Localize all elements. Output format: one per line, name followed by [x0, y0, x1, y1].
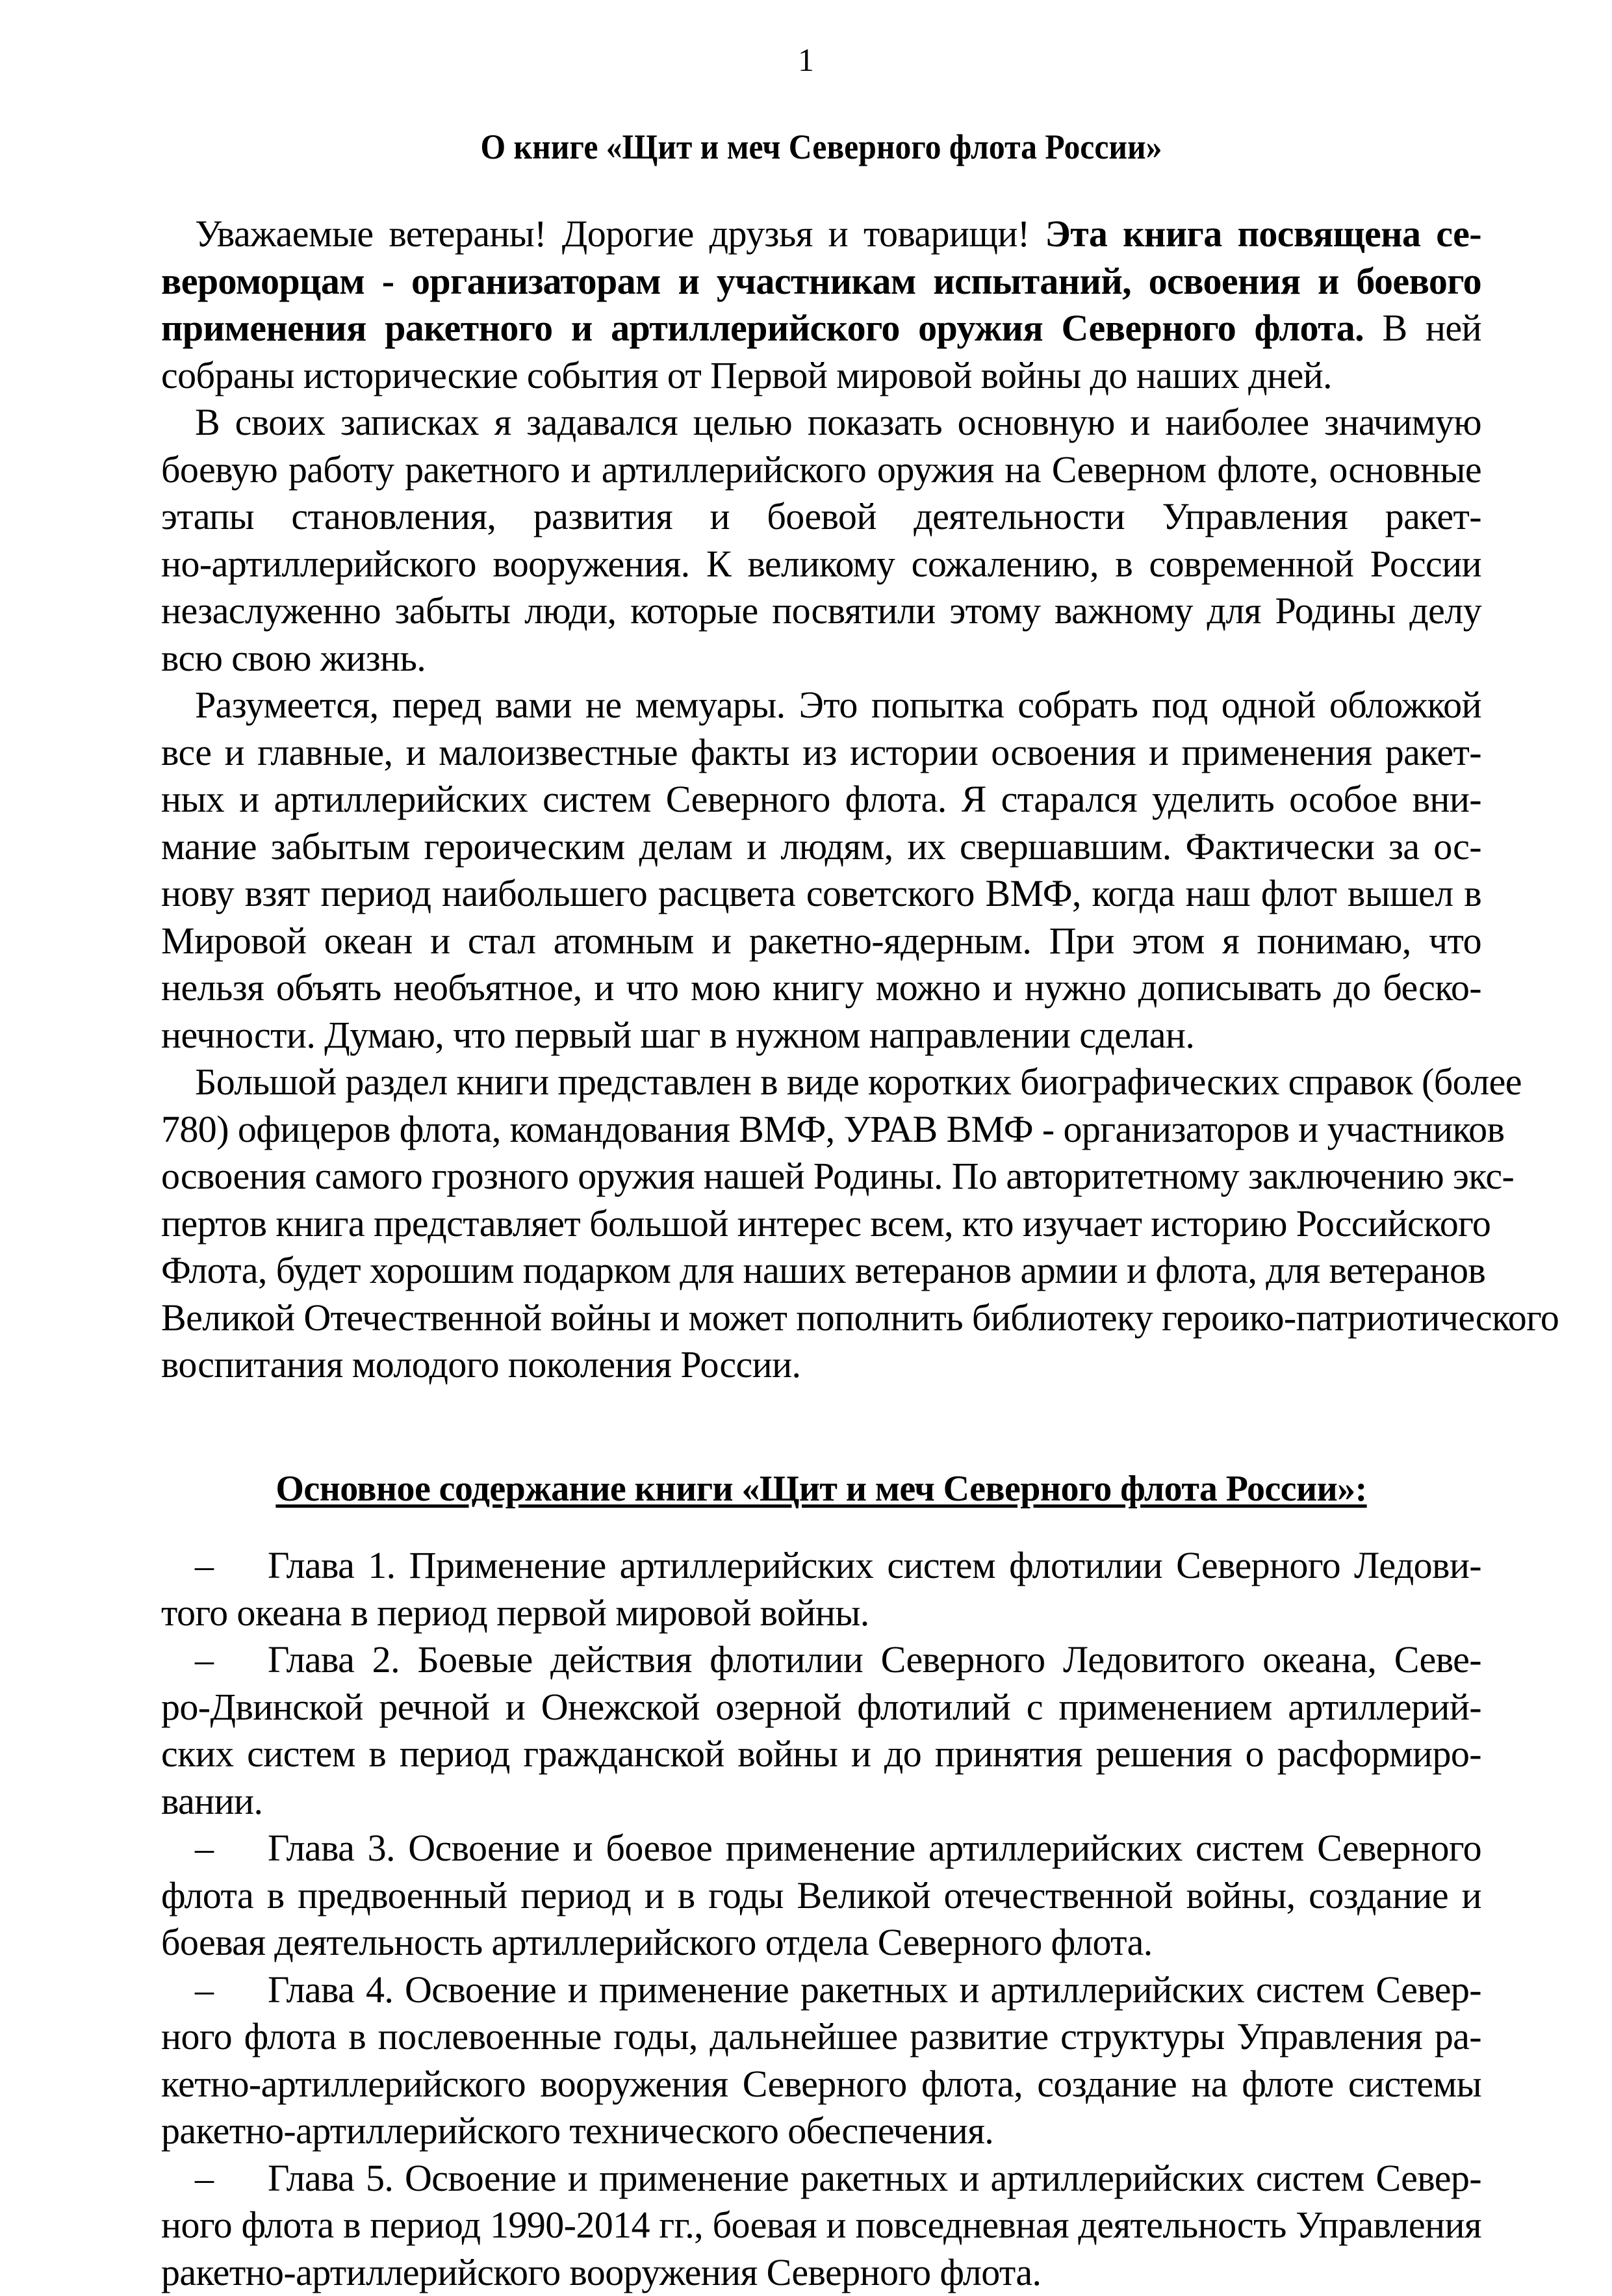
chapter-line: ного флота в период 1990-2014 гг., боевая и повседневная деятельность Управления [161, 2204, 1481, 2247]
dash-bullet-icon: – [195, 1968, 214, 2011]
chapter-line: ракетно-артиллерийского технического обеспечения. [161, 2109, 994, 2152]
intro-line [161, 352, 1481, 400]
paragraph-line: нечности. Думаю, что первый шаг в нужном направлении сделан. [161, 1013, 1195, 1056]
chapter-item [161, 1542, 1481, 1636]
paragraph-line: нову взят период наибольшего расцвета советского ВМФ, когда наш флот вышел в [161, 872, 1481, 914]
document-body [161, 123, 1559, 2296]
intro-paragraph [161, 211, 1481, 399]
document-title: О книге «Щит и меч Северного флота России» [480, 127, 1162, 166]
chapter-line: того океана в период первой мировой войны. [161, 1591, 869, 1634]
intro-line [161, 258, 1481, 305]
body-paragraph [161, 1059, 1559, 1389]
chapter-line: боевая деятельность артиллерийского отдела Северного флота. [161, 1921, 1153, 1964]
paragraph-line: освоения самого грозного оружия нашей Родины. По авторитетному заключению экс- [161, 1155, 1515, 1197]
chapter-line: кетно-артиллерийского вооружения Северного флота, создание на флоте системы [161, 2062, 1481, 2105]
paragraph-line: но-артиллерийского вооружения. К великому сожалению, в современной России [161, 542, 1481, 585]
paragraph-line: этапы становления, развития и боевой деятельности Управления ракет- [161, 495, 1481, 537]
paragraph-line: Разумеется, перед вами не мемуары. Это попытка собрать под одной обложкой [195, 684, 1481, 726]
chapter-text: Глава 4. Освоение и применение ракетных и артиллерийских систем Север- [268, 1968, 1481, 2011]
paragraph-line: воспитания молодого поколения России. [161, 1343, 801, 1386]
chapter-line: вании. [161, 1779, 263, 1822]
paragraph-line: Большой раздел книги представлен в виде коротких биографических справок (более [195, 1061, 1522, 1103]
intro-bold-run: применения ракетного и артиллерийского оружия Северного флота. [161, 307, 1364, 349]
paragraph-line: всю свою жизнь. [161, 636, 426, 679]
chapter-text: Глава 2. Боевые действия флотилии Северного Ледовитого океана, Севе- [268, 1638, 1481, 1681]
chapter-line: флота в предвоенный период и в годы Великой отечественной войны, создание и [161, 1874, 1481, 1916]
paragraph-line: Мировой океан и стал атомным и ракетно-ядерным. При этом я понимаю, что [161, 919, 1481, 962]
chapter-item [161, 2155, 1481, 2296]
dash-bullet-icon: – [195, 1827, 214, 1870]
paragraph-line: В своих записках я задавался целью показать основную и наиболее значимую [195, 401, 1481, 443]
dash-bullet-icon: – [195, 1638, 214, 1681]
body-paragraph [161, 399, 1481, 682]
chapter-line: ного флота в послевоенные годы, дальнейшее развитие структуры Управления ра- [161, 2015, 1481, 2058]
paragraph-line: 780) офицеров флота, командования ВМФ, УРАВ ВМФ - организаторов и участников [161, 1107, 1505, 1150]
paragraph-line: Флота, будет хорошим подарком для наших ветеранов армии и флота, для ветеранов [161, 1249, 1486, 1291]
paragraph-line: все и главные, и малоизвестные факты из истории освоения и применения ракет- [161, 730, 1481, 773]
dash-bullet-icon: – [195, 1544, 214, 1587]
chapter-text: Глава 1. Применение артиллерийских систем флотилии Северного Ледови- [268, 1544, 1481, 1587]
chapter-line [161, 1967, 1481, 2014]
chapter-line: ских систем в период гражданской войны и до принятия решения о расформиро- [161, 1733, 1481, 1775]
chapter-line [161, 1825, 1481, 1872]
intro-bold-run: Эта книга посвящена се- [1045, 213, 1481, 255]
paragraph-line: Великой Отечественной войны и может пополнить библиотеку героико-патриотического [161, 1296, 1559, 1339]
intro-text-run: В ней [1364, 307, 1481, 349]
intro-text-run: собраны исторические события от Первой мировой войны до наших дней. [161, 354, 1332, 396]
dash-bullet-icon: – [195, 2156, 214, 2199]
section-spacer [161, 1389, 1481, 1436]
chapter-line [161, 1542, 1481, 1590]
paragraph-line: незаслуженно забыты люди, которые посвятили этому важному для Родины делу [161, 589, 1481, 632]
paragraph-line: нельзя объять необъятное, и что мою книгу можно и нужно дописывать до беско- [161, 966, 1481, 1009]
intro-line [161, 211, 1481, 258]
chapter-item [161, 1967, 1481, 2155]
chapter-item [161, 1825, 1481, 1967]
chapter-text: Глава 5. Освоение и применение ракетных и артиллерийских систем Север- [268, 2156, 1481, 2199]
chapter-line [161, 1636, 1481, 1684]
intro-bold-run: вероморцам - организаторам и участникам испытаний, освоения и боевого [161, 259, 1481, 302]
chapter-line [161, 2155, 1481, 2202]
intro-text-run: Уважаемые ветераны! Дорогие друзья и товарищи! [195, 213, 1045, 255]
chapter-item [161, 1636, 1481, 1825]
chapter-line: ро-Двинской речной и Онежской озерной флотилий с применением артиллерий- [161, 1685, 1481, 1728]
chapter-line: ракетно-артиллерийского вооружения Северного флота. [161, 2251, 1042, 2293]
body-paragraph [161, 682, 1481, 1059]
paragraph-line: боевую работу ракетного и артиллерийского оружия на Северном флоте, основные [161, 448, 1481, 491]
paragraph-line: мание забытым героическим делам и людям, их свершавшим. Фактически за ос- [161, 825, 1481, 868]
paragraph-line: пертов книга представляет большой интерес всем, кто изучает историю Российского [161, 1202, 1491, 1245]
chapter-text: Глава 3. Освоение и боевое применение артиллерийских систем Северного [268, 1827, 1481, 1870]
paragraph-line: ных и артиллерийских систем Северного флота. Я старался уделить особое вни- [161, 778, 1481, 820]
contents-heading: Основное содержание книги «Щит и меч Северного флота России»: [275, 1468, 1367, 1509]
page-number: 1 [798, 42, 814, 78]
intro-line [161, 305, 1481, 352]
